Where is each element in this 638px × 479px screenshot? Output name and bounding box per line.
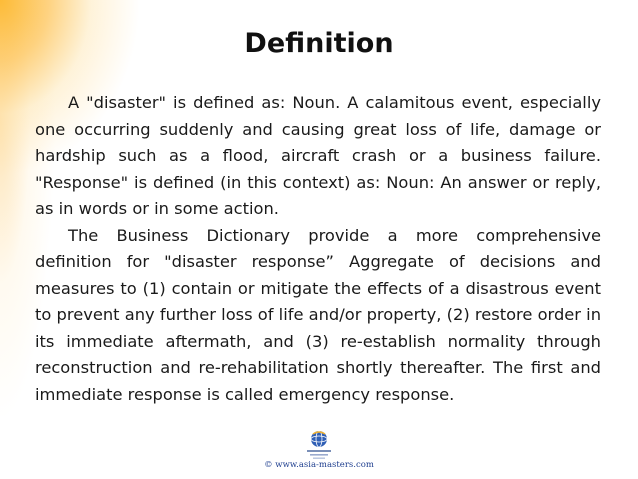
globe-logo-icon: [294, 428, 344, 462]
slide-body: [35, 90, 601, 408]
slide-footer: [0, 428, 638, 472]
copyright-text: © www.asia-masters.com: [264, 460, 374, 470]
paragraph-business-dictionary: The Business Dictionary provide a more comprehensive definition for "disaster response” Aggregate of decisions and measures to (1) contain or mitigate the effects of a disastrous event to prevent any further loss of life and/or property, (2) restore order in its immediate aftermath, and (3) re-establish normality through reconstruction and re-rehabilitation shortly thereafter. The first and immediate response is called emergency response.: [35, 225, 602, 404]
paragraph-disaster-definition: A "disaster" is defined as: Noun. A calamitous event, especially one occurring suddenly and causing great loss of life, damage or hardship such as a flood, aircraft crash or a business failure. "Response" is defined (in this context) as: Noun: An answer or reply, as in words or in some action.: [35, 93, 601, 218]
slide-title: Definition: [244, 28, 394, 59]
